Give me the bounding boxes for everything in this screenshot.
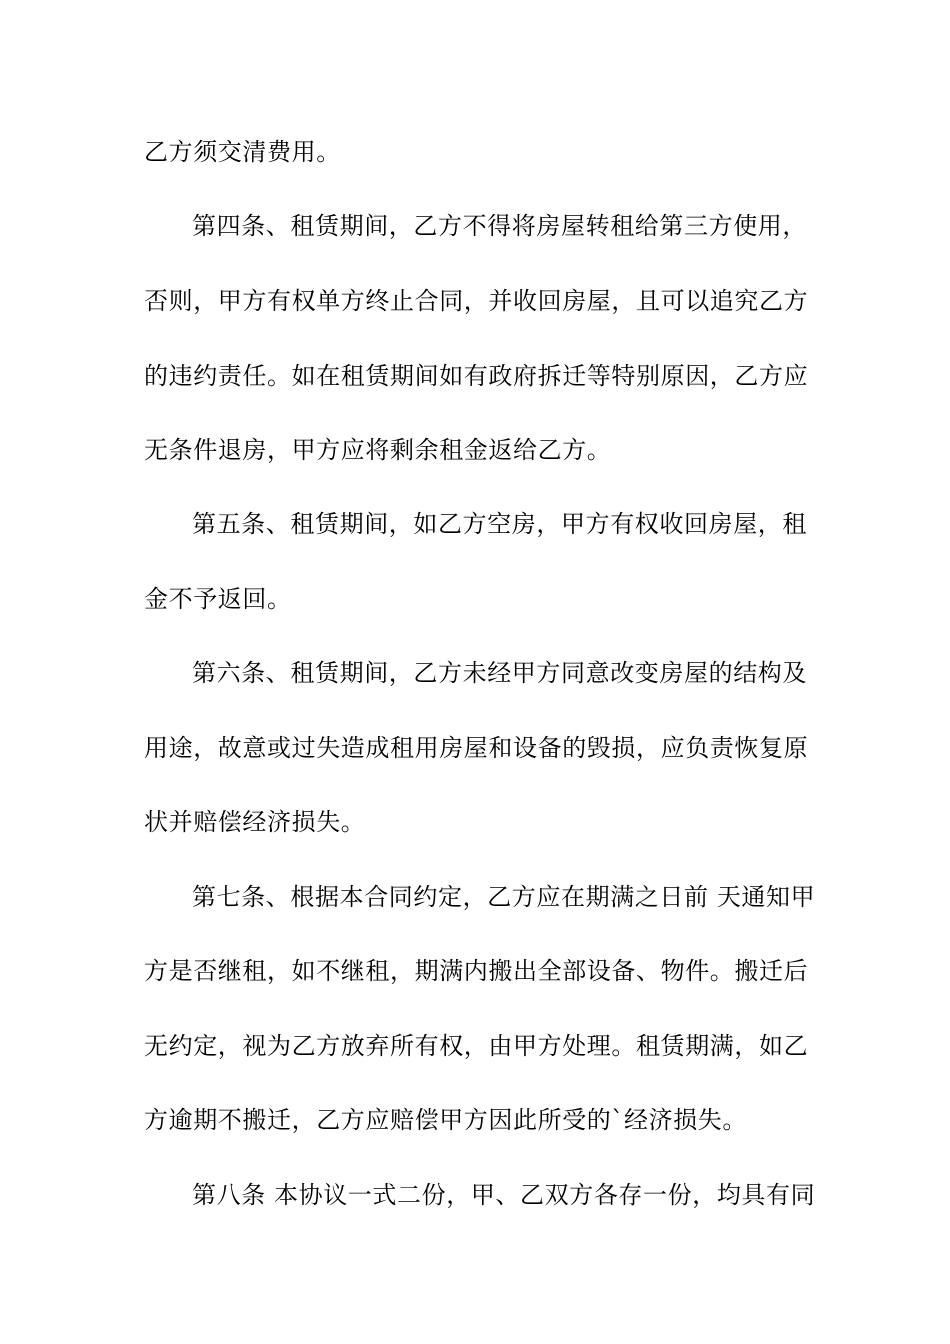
text-line-9: 用途，故意或过失造成租用房屋和设备的毁损，应负责恢复原 [144,734,809,762]
text-line-11: 第七条、根据本合同约定，乙方应在期满之日前 天通知甲 [192,883,816,911]
text-line-5: 无条件退房，甲方应将剩余租金返给乙方。 [144,436,612,464]
text-line-2: 第四条、租赁期间，乙方不得将房屋转租给第三方使用， [192,212,807,240]
text-line-14: 方逾期不搬迁，乙方应赔偿甲方因此所受的`经济损失。 [144,1106,747,1134]
text-line-4: 的违约责任。如在租赁期间如有政府拆迁等特别原因，乙方应 [144,362,809,390]
text-line-1: 乙方须交清费用。 [144,138,341,166]
text-line-8: 第六条、租赁期间，乙方未经甲方同意改变房屋的结构及 [192,659,807,687]
text-line-15: 第八条 本协议一式二份，甲、乙双方各存一份，均具有同 [192,1181,816,1209]
text-line-7: 金不予返回。 [144,585,292,613]
text-line-6: 第五条、租赁期间，如乙方空房，甲方有权收回房屋，租 [192,510,807,538]
text-line-3: 否则，甲方有权单方终止合同，并收回房屋，且可以追究乙方 [144,287,809,315]
text-line-12: 方是否继租，如不继租，期满内搬出全部设备、物件。搬迁后 [144,957,809,985]
text-line-13: 无约定，视为乙方放弃所有权，由甲方处理。租赁期满，如乙 [144,1032,809,1060]
text-line-10: 状并赔偿经济损失。 [144,808,366,836]
